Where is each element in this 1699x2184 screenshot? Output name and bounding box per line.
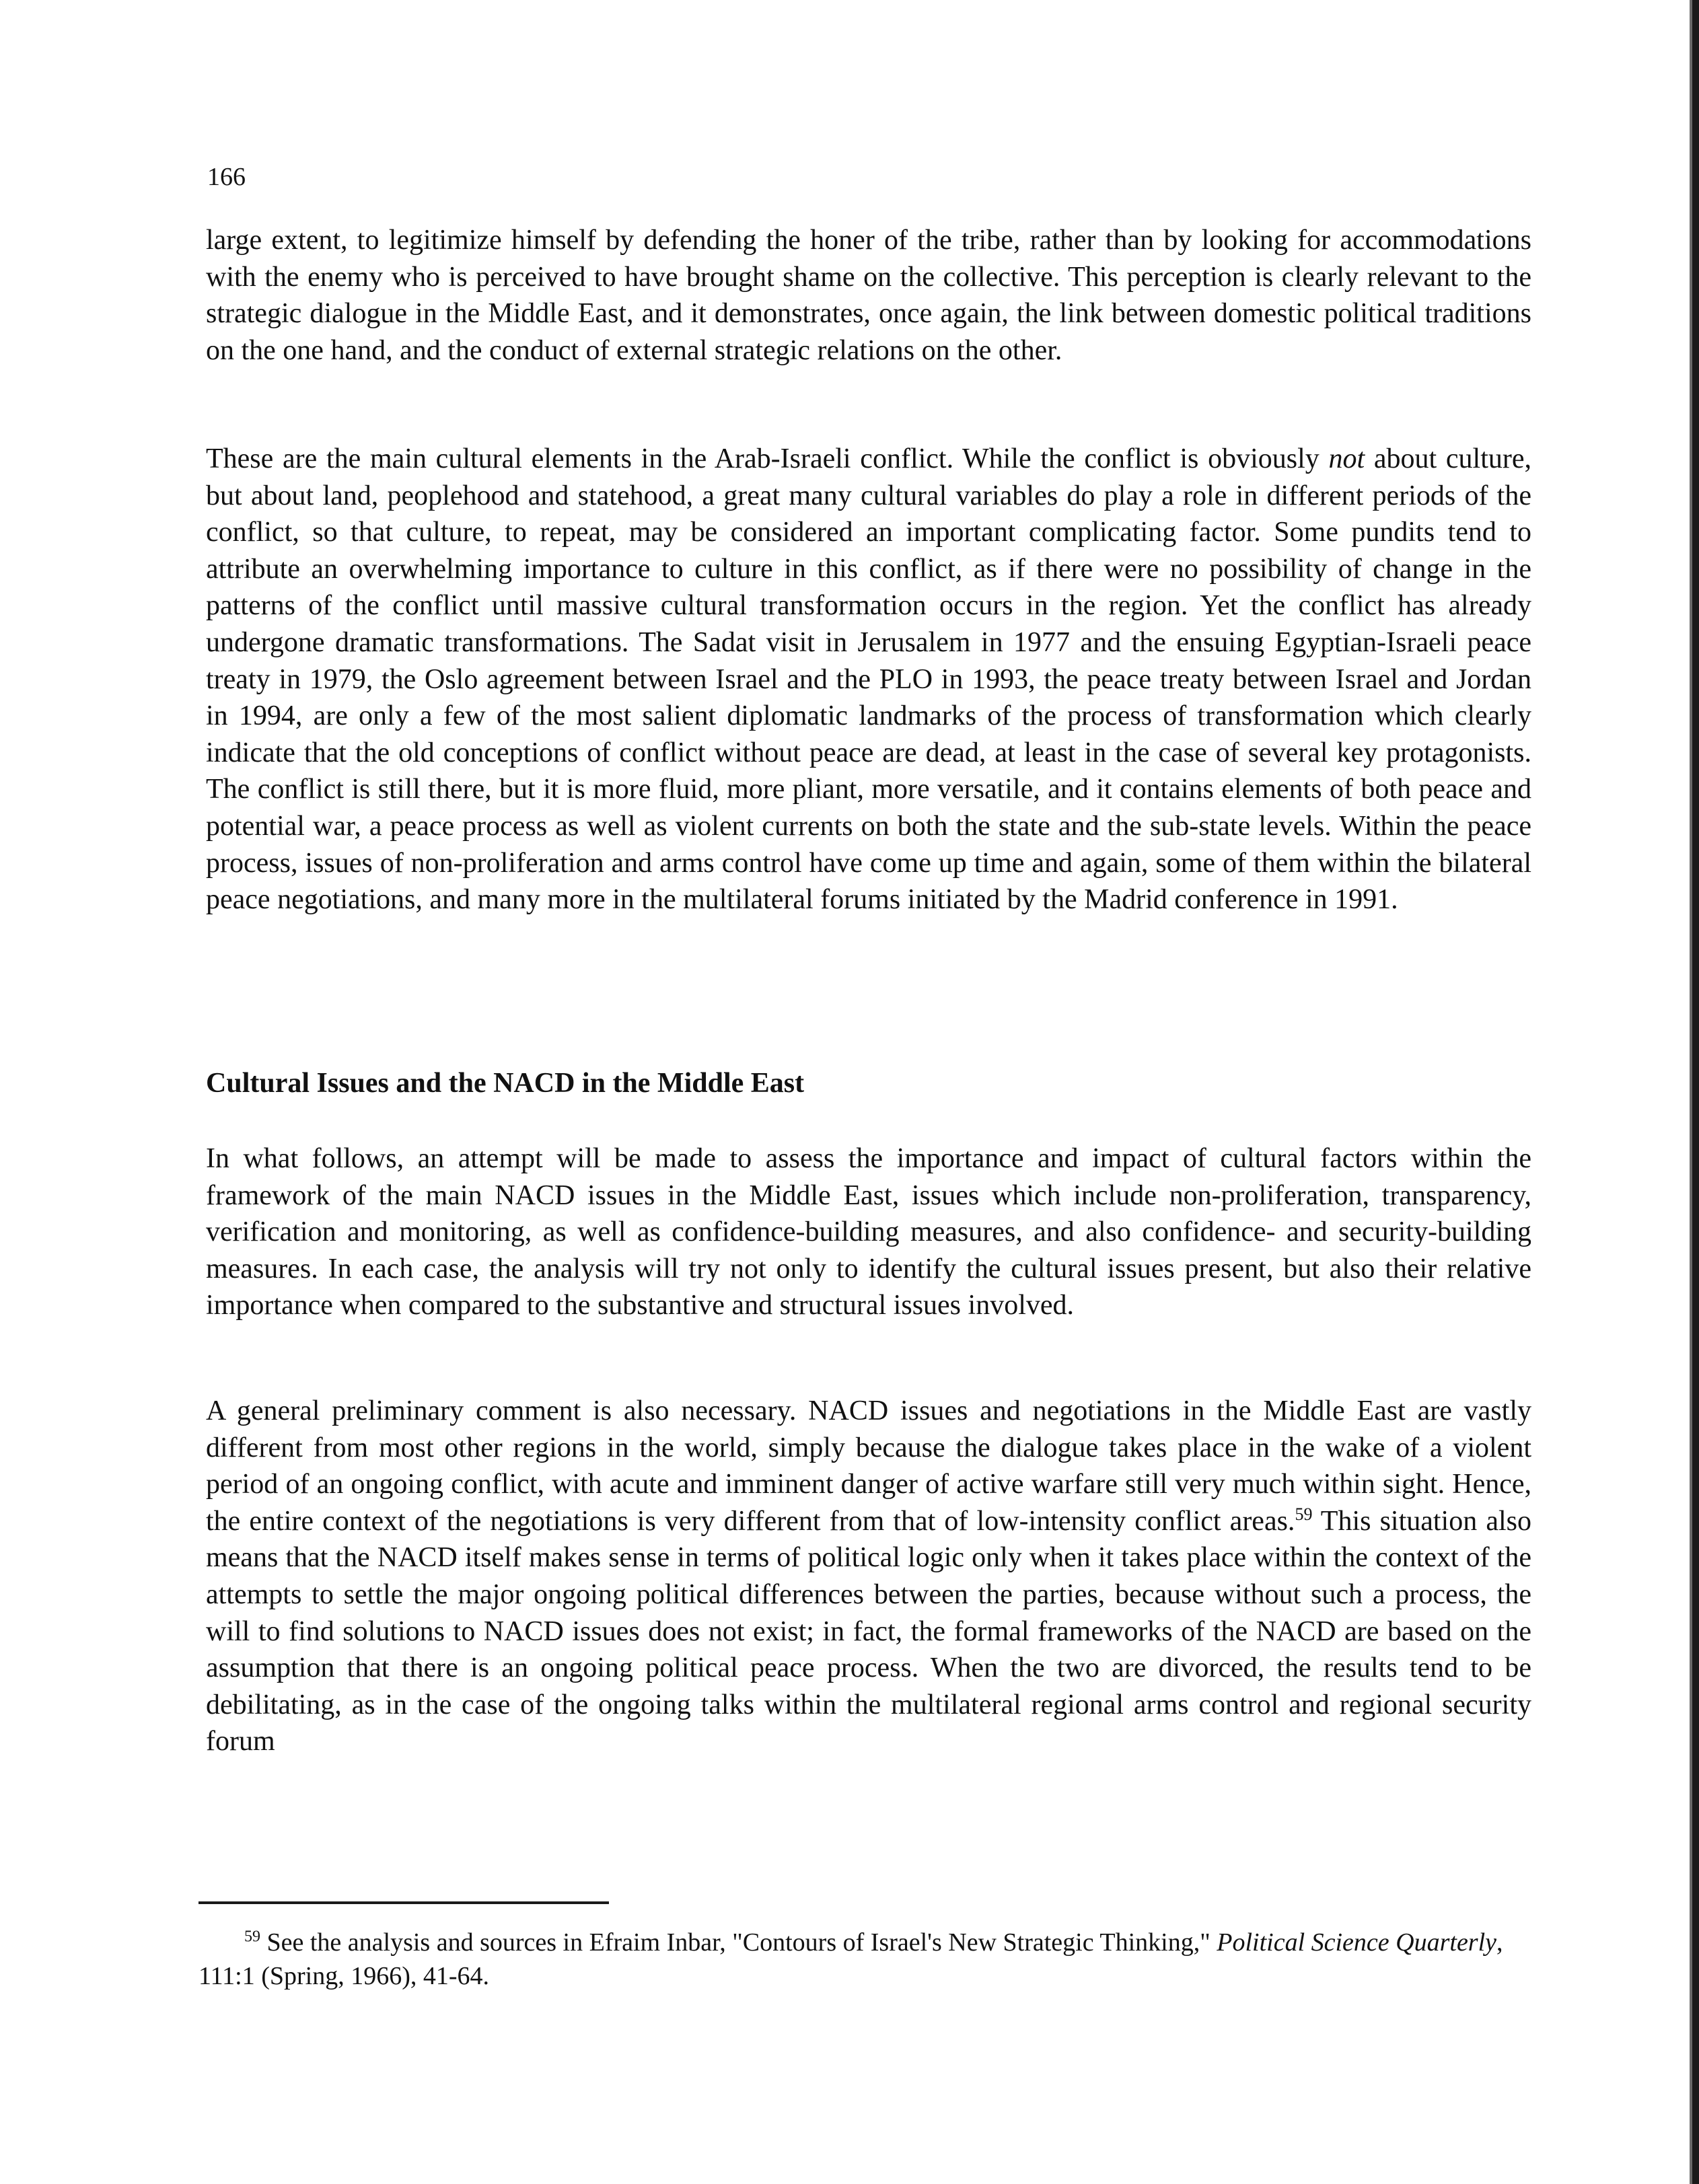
footnote-journal-title: Political Science Quarterly [1217,1928,1497,1957]
paragraph-4-text-end: This situation also means that the NACD itself makes sense in terms of political logic only when it takes place within the context of the attempts to settle the major ongoing political differences between the parties, because without such a process, the will to find solutions to NACD issues does not exist; in fact, the formal frameworks of the NACD are based on the assumption that there is an ongoing political peace process. When the two are divorced, the results tend to be debilitating, as in the case of the ongoing talks within the multilateral regional arms control and regional security forum [206,1505,1531,1757]
paragraph-1-text: large extent, to legitimize himself by defending the honer of the tribe, rather than by looking for accommodations with the enemy who is perceived to have brought shame on the collective. This perception is clearly relevant to the strategic dialogue in the Middle East, and it demonstrates, once again, the link between domestic political traditions on the one hand, and the conduct of external strategic relations on the other. [206,225,1531,366]
footnote-text-start: See the analysis and sources in Efraim Inbar, "Contours of Israel's New Strategic Thinking," [260,1928,1217,1957]
paragraph-2-emphasis: not [1328,443,1365,474]
footnote [198,1926,1504,1993]
paragraph-1 [206,222,1531,369]
page-number: 166 [207,163,246,191]
section-heading: Cultural Issues and the NACD in the Middle East [206,1068,805,1099]
paragraph-4 [206,1393,1531,1760]
paragraph-4-text-start: A general preliminary comment is also necessary. NACD issues and negotiations in the Middle East are vastly different from most other regions in the world, simply because the dialogue takes place in the wake of a violent period of an ongoing conflict, with acute and imminent danger of active warfare still very much within sight. Hence, the entire context of the negotiations is very different from that of low-intensity conflict areas. [206,1395,1531,1537]
paragraph-2 [206,441,1531,918]
paragraph-3 [206,1140,1531,1324]
paragraph-2-text-end: about culture, but about land, peoplehood and statehood, a great many cultural variables do play a role in different periods of the conflict, so that culture, to repeat, may be considered an important complicating factor. Some pundits tend to attribute an overwhelming importance to culture in this conflict, as if there were no possibility of change in the patterns of the conflict until massive cultural transformation occurs in the region. Yet the conflict has already undergone dramatic transformations. The Sadat visit in Jerusalem in 1977 and the ensuing Egyptian-Israeli peace treaty in 1979, the Oslo agreement between Israel and the PLO in 1993, the peace treaty between Israel and Jordan in 1994, are only a few of the most salient diplomatic landmarks of the process of transformation which clearly indicate that the old conceptions of conflict without peace are dead, at least in the case of several key protagonists. The conflict is still there, but it is more fluid, more pliant, more versatile, and it contains elements of both peace and potential war, a peace process as well as violent currents on both the state and the sub-state levels. Within the peace process, issues of non-proliferation and arms control have come up time and again, some of them within the bilateral peace negotiations, and many more in the multilateral forums initiated by the Madrid conference in 1991. [206,443,1531,916]
paragraph-2-text-start: These are the main cultural elements in the Arab-Israeli conflict. While the conflict is obviously [206,443,1329,474]
paragraph-3-text: In what follows, an attempt will be made to assess the importance and impact of cultural factors within the framework of the main NACD issues in the Middle East, issues which include non-proliferation, transparency, verification and monitoring, as well as confidence-building measures, and also confidence- and security-building measures. In each case, the analysis will try not only to identify the cultural issues present, but also their relative importance when compared to the substantive and structural issues involved. [206,1143,1531,1321]
footnote-text-end: , 111:1 (Spring, 1966), 41-64. [198,1928,1503,1990]
scan-edge-border [1692,0,1699,2184]
footnote-reference[interactable]: 59 [1295,1504,1313,1524]
footnote-number: 59 [244,1928,260,1946]
footnote-divider [198,1901,609,1904]
